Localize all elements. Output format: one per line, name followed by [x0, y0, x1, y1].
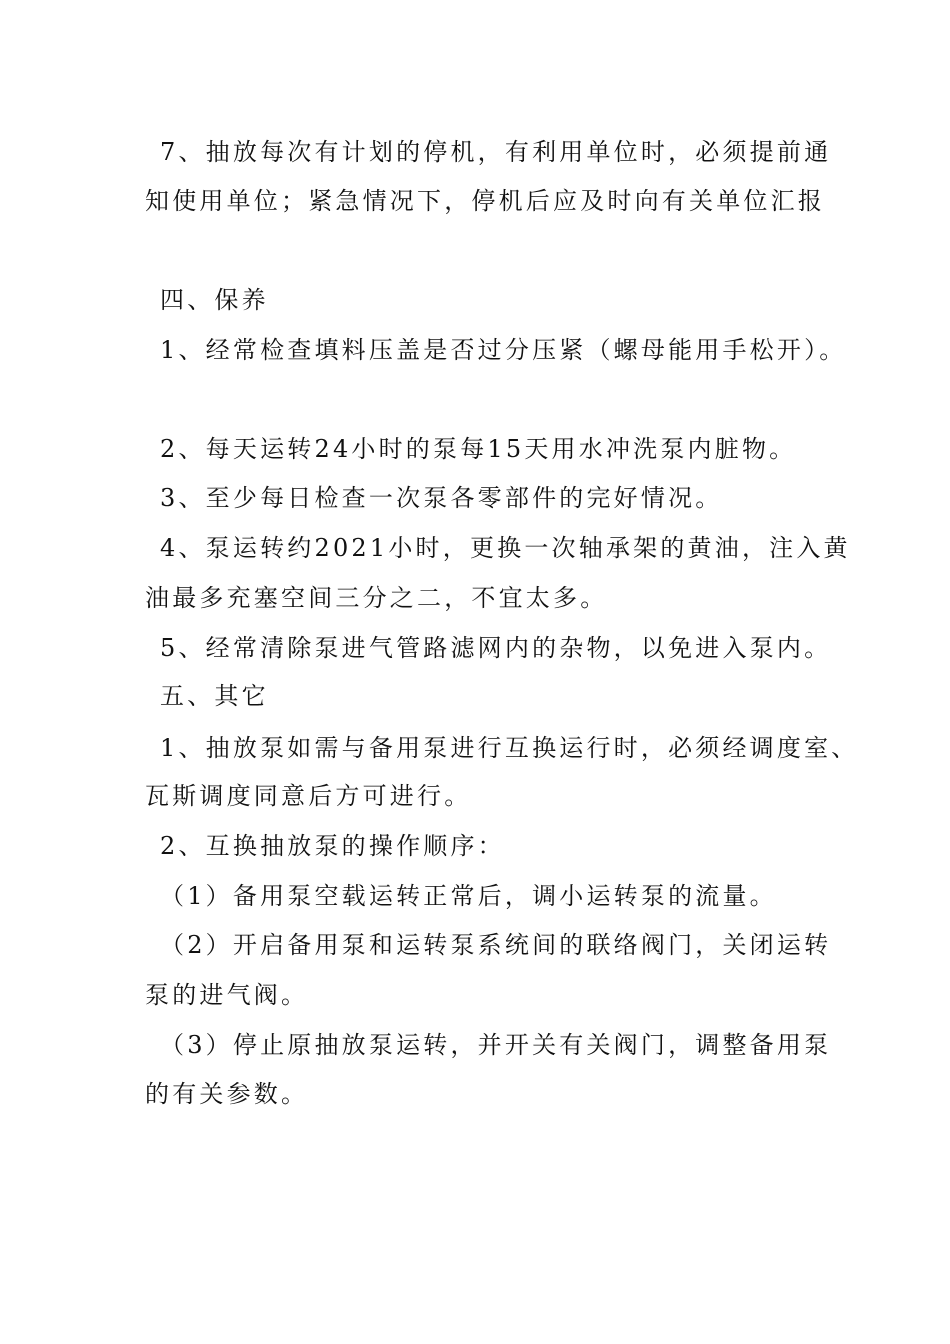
section-heading: 四、保养 [160, 286, 269, 314]
paragraph-line: 的有关参数。 [145, 1080, 309, 1108]
paragraph-line: 知使用单位；紧急情况下，停机后应及时向有关单位汇报 [145, 187, 825, 215]
paragraph-line: 7、抽放每次有计划的停机，有利用单位时，必须提前通 [160, 138, 832, 166]
paragraph-line: （1）备用泵空载运转正常后，调小运转泵的流量。 [160, 882, 777, 910]
paragraph-line: 泵的进气阀。 [145, 981, 309, 1009]
paragraph-line: 2、每天运转24小时的泵每15天用水冲洗泵内脏物。 [160, 435, 797, 463]
paragraph-line: 瓦斯调度同意后方可进行。 [145, 782, 472, 810]
paragraph-line: （2）开启备用泵和运转泵系统间的联络阀门，关闭运转 [160, 931, 832, 959]
section-heading: 五、其它 [160, 682, 269, 710]
paragraph-line: 3、至少每日检查一次泵各零部件的完好情况。 [160, 484, 723, 512]
paragraph-line: 5、经常清除泵进气管路滤网内的杂物，以免进入泵内。 [160, 634, 832, 662]
paragraph-line: 1、抽放泵如需与备用泵进行互换运行时，必须经调度室、 [160, 734, 859, 762]
paragraph-line: 1、经常检查填料压盖是否过分压紧（螺母能用手松开）。 [160, 336, 847, 364]
paragraph-line: 4、泵运转约2021小时，更换一次轴承架的黄油，注入黄 [160, 534, 851, 562]
paragraph-line: （3）停止原抽放泵运转，并开关有关阀门，调整备用泵 [160, 1031, 832, 1059]
paragraph-line: 油最多充塞空间三分之二，不宜太多。 [145, 584, 608, 612]
paragraph-line: 2、互换抽放泵的操作顺序： [160, 832, 505, 860]
